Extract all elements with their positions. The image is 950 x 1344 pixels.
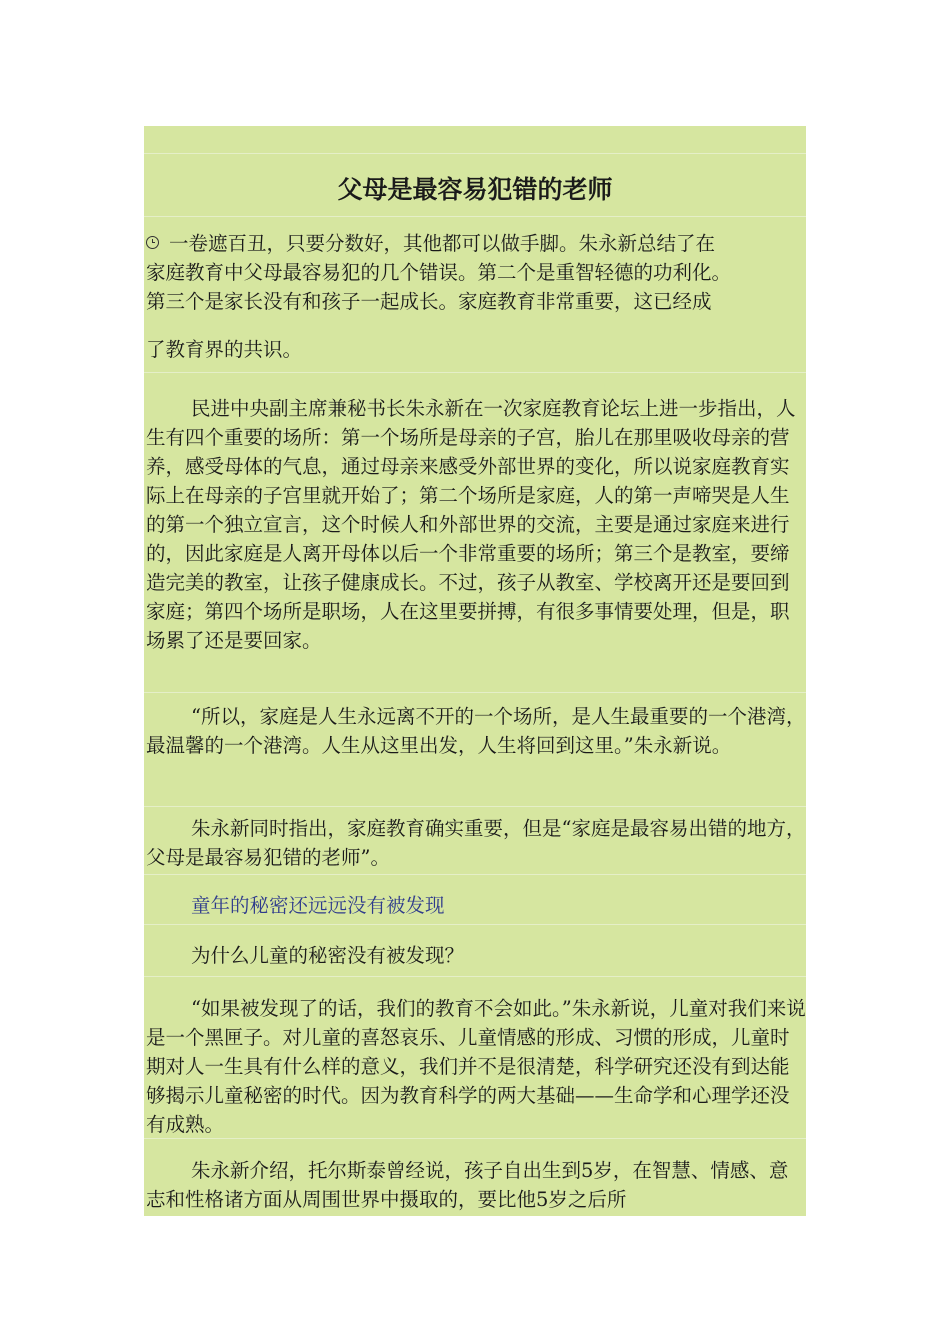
body-paragraph: 朱永新同时指出，家庭教育确实重要，但是“家庭是最容易出错的地方，父母是最容易犯错的老师”。 [146,817,806,869]
intro-line: 了教育界的共识。 [146,338,303,361]
body-paragraph: 为什么儿童的秘密没有被发现？ [191,944,465,967]
intro-paragraph [146,229,806,364]
document-title: 父母是最容易犯错的老师 [337,175,613,204]
section-subheading: 童年的秘密还远远没有被发现 [191,894,445,917]
divider [144,874,806,875]
divider [144,976,806,977]
intro-line: 第三个是家长没有和孩子一起成长。家庭教育非常重要，这已经成 [146,290,712,313]
divider [144,153,806,154]
clock-icon [146,236,159,249]
divider [144,692,806,693]
divider [144,806,806,807]
intro-line: 一卷遮百丑，只要分数好，其他都可以做手脚。朱永新总结了在 [169,232,716,255]
divider [144,216,806,217]
divider [144,924,806,925]
divider [144,372,806,373]
document-page [144,126,806,1216]
body-paragraph: “所以，家庭是人生永远离不开的一个场所，是人生最重要的一个港湾，最温馨的一个港湾。人生从这里出发，人生将回到这里。”朱永新说。 [146,705,806,757]
body-paragraph: 民进中央副主席兼秘书长朱永新在一次家庭教育论坛上进一步指出，人生有四个重要的场所：第一个场所是母亲的子宫，胎儿在那里吸收母亲的营养，感受母体的气息，通过母亲来感受外部世界的变化，所以说家庭教育实际上在母亲的子宫里就开始了；第二个场所是家庭，人的第一声啼哭是人生的第一个独立宣言，这个时候人和外部世界的交流，主要是通过家庭来进行的，因此家庭是人离开母体以后一个非常重要的场所；第三个是教室，要缔造完美的教室，让孩子健康成长。不过，孩子从教室、学校离开还是要回到家庭；第四个场所是职场，人在这里要拼搏，有很多事情要处理，但是，职场累了还是要回家。 [146,397,796,652]
divider [144,1138,806,1139]
body-paragraph: “如果被发现了的话，我们的教育不会如此。”朱永新说，儿童对我们来说是一个黑匣子。对儿童的喜怒哀乐、儿童情感的形成、习惯的形成，儿童时期对人一生具有什么样的意义，我们并不是很清楚，科学研究还没有到达能够揭示儿童秘密的时代。因为教育科学的两大基础——生命学和心理学还没有成熟。 [146,997,806,1136]
intro-line: 家庭教育中父母最容易犯的几个错误。第二个是重智轻德的功利化。 [146,261,732,284]
body-paragraph: 朱永新介绍，托尔斯泰曾经说，孩子自出生到5岁，在智慧、情感、意志和性格诸方面从周围世界中摄取的，要比他5岁之后所 [146,1159,789,1211]
